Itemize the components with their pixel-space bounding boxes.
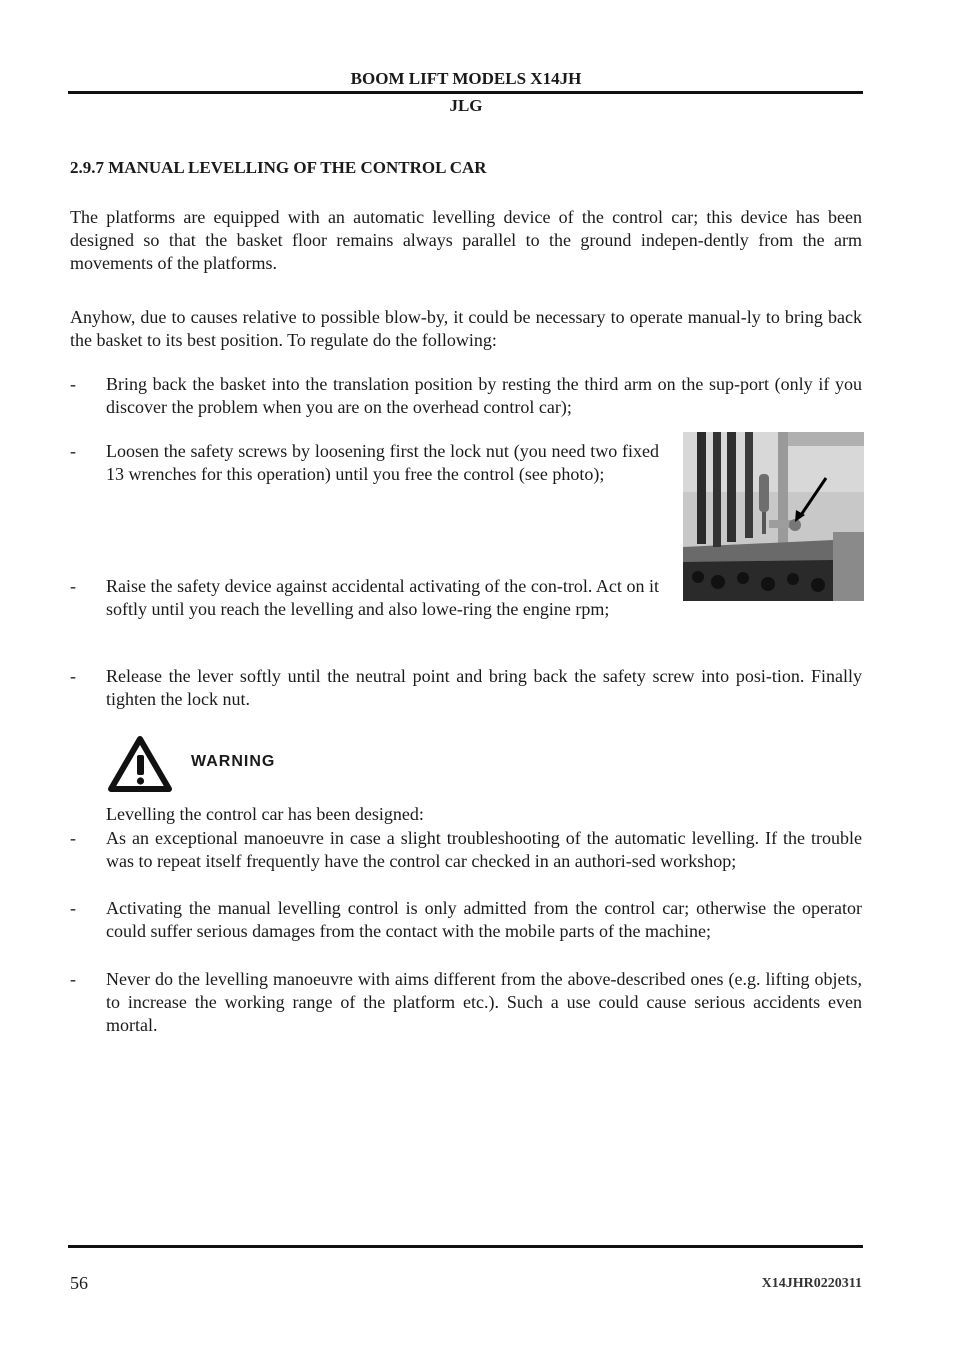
header-brand: JLG xyxy=(449,96,483,115)
step-text: Bring back the basket into the translation position by resting the third arm on the sup-port (only if you discover the problem when you are on the overhead control car); xyxy=(106,374,862,417)
step-item xyxy=(70,373,862,421)
bullet-dash: - xyxy=(70,828,76,848)
bullet-dash: - xyxy=(70,576,76,596)
bullet-dash: - xyxy=(70,441,76,461)
header-title: BOOM LIFT MODELS X14JH xyxy=(350,69,582,88)
second-paragraph: Anyhow, due to causes relative to possible blow-by, it could be necessary to operate manual-ly to bring back the basket to its best position. To regulate do the following: xyxy=(70,307,862,350)
document-code: X14JHR0220311 xyxy=(761,1276,862,1291)
warning-triangle-icon xyxy=(108,736,172,792)
bullet-dash: - xyxy=(70,666,76,686)
page-number: 56 xyxy=(70,1273,88,1293)
footer-rule xyxy=(68,1245,863,1248)
warning-title: WARNING xyxy=(191,753,276,770)
step-item xyxy=(70,665,862,713)
warning-text: As an exceptional manoeuvre in case a slight troubleshooting of the automatic levelling. If the trouble was to repeat itself frequently have the control car checked in an authori-sed workshop; xyxy=(106,828,862,871)
warning-item xyxy=(70,827,862,897)
header-rule xyxy=(68,91,863,94)
bullet-dash: - xyxy=(70,969,76,989)
step-text: Release the lever softly until the neutral point and bring back the safety screw into posi-tion. Finally tighten the lock nut. xyxy=(106,666,862,709)
intro-paragraph: The platforms are equipped with an automatic levelling device of the control car; this device has been designed so that the basket floor remains always parallel to the ground indepen-dently from the arm movements of the platforms. xyxy=(70,207,862,273)
control-photo xyxy=(683,432,864,601)
warning-text: Activating the manual levelling control is only admitted from the control car; otherwise the operator could suffer serious damages from the contact with the mobile parts of the machine; xyxy=(106,898,862,941)
warning-item xyxy=(70,968,862,1038)
bullet-dash: - xyxy=(70,374,76,394)
section-title: 2.9.7 MANUAL LEVELLING OF THE CONTROL CAR xyxy=(70,158,487,177)
step-text: Raise the safety device against accidental activating of the con-trol. Act on it softly until you reach the levelling and also lowe-ring the engine rpm; xyxy=(106,576,659,619)
step-item xyxy=(70,575,660,645)
warning-intro: Levelling the control car has been designed: xyxy=(106,804,424,824)
warning-item xyxy=(70,897,862,967)
warning-text: Never do the levelling manoeuvre with aims different from the above-described ones (e.g. lifting objets, to increase the working range of the platform etc.). Such a use could cause serious accidents even mortal. xyxy=(106,969,862,1035)
step-text: Loosen the safety screws by loosening first the lock nut (you need two fixed 13 wrenches for this operation) until you free the control (see photo); xyxy=(106,441,659,484)
step-item xyxy=(70,440,660,510)
bullet-dash: - xyxy=(70,898,76,918)
